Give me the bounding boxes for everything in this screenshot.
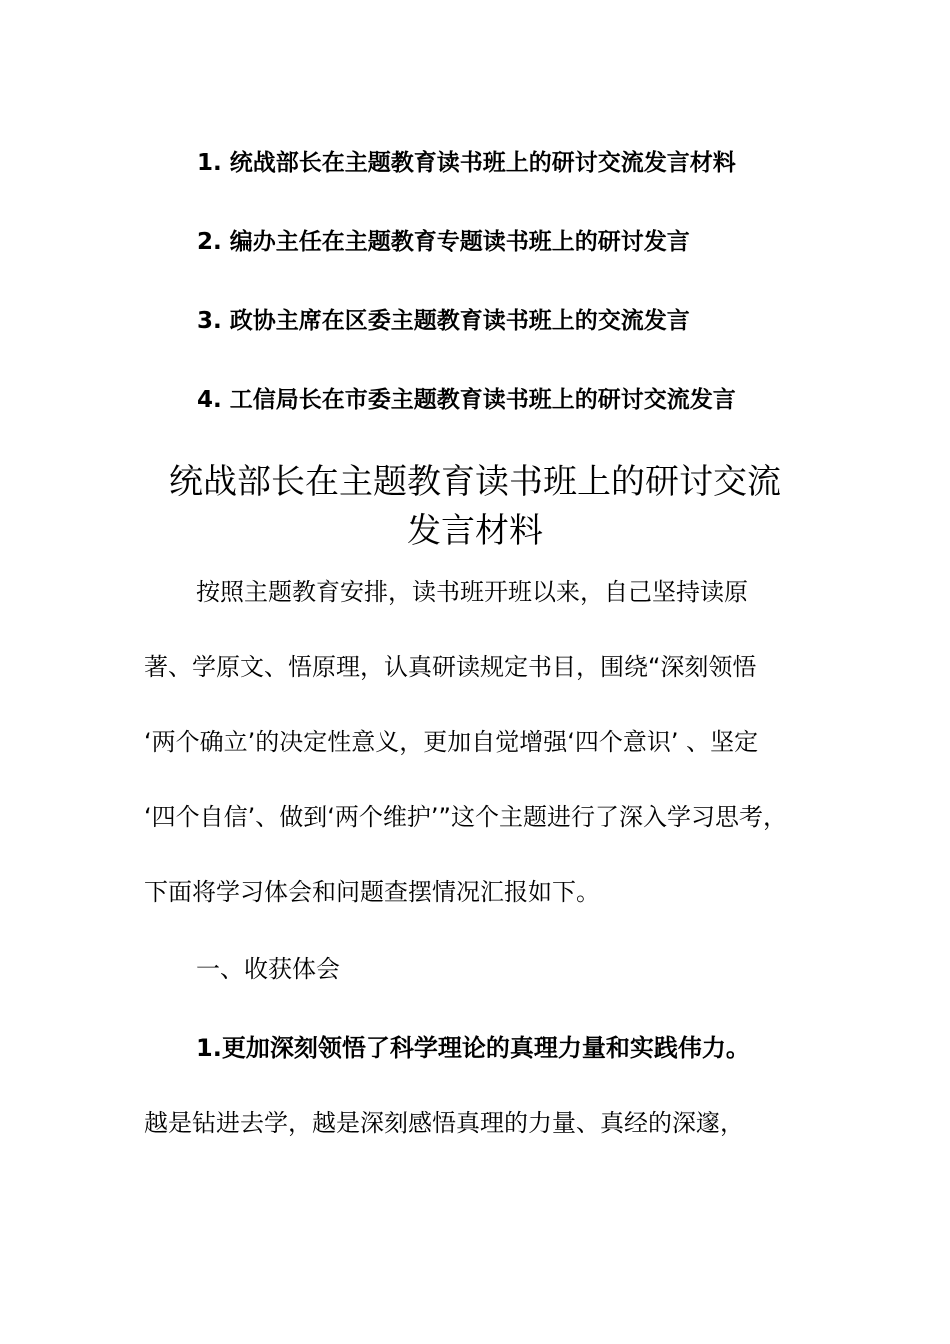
paragraph-line: ‘四个自信’、做到‘两个维护’”这个主题进行了深入学习思考， xyxy=(144,803,787,831)
paragraph-line: 著、学原文、悟原理，认真研读规定书目，围绕“深刻领悟 xyxy=(144,653,757,681)
section-heading: 一、收获体会 xyxy=(196,955,340,983)
paragraph-line: 下面将学习体会和问题查摆情况汇报如下。 xyxy=(144,878,600,906)
document-title-line: 发言材料 xyxy=(407,511,543,551)
paragraph-line: 越是钻进去学，越是深刻感悟真理的力量、真经的深邃， xyxy=(144,1109,744,1137)
toc-item: 3. 政协主席在区委主题教育读书班上的交流发言 xyxy=(197,308,690,334)
toc-item: 4. 工信局长在市委主题教育读书班上的研讨交流发言 xyxy=(197,387,736,413)
paragraph-line: ‘两个确立’的决定性意义，更加自觉增强‘四个意识’ 、坚定 xyxy=(144,728,759,756)
toc-item: 1. 统战部长在主题教育读书班上的研讨交流发言材料 xyxy=(197,150,736,176)
toc-item: 2. 编办主任在主题教育专题读书班上的研讨发言 xyxy=(197,229,690,255)
document-title-line: 统战部长在主题教育读书班上的研讨交流 xyxy=(169,462,781,502)
subsection-heading: 1.更加深刻领悟了科学理论的真理力量和实践伟力。 xyxy=(196,1034,750,1062)
paragraph-line: 按照主题教育安排，读书班开班以来，自己坚持读原 xyxy=(196,578,748,606)
